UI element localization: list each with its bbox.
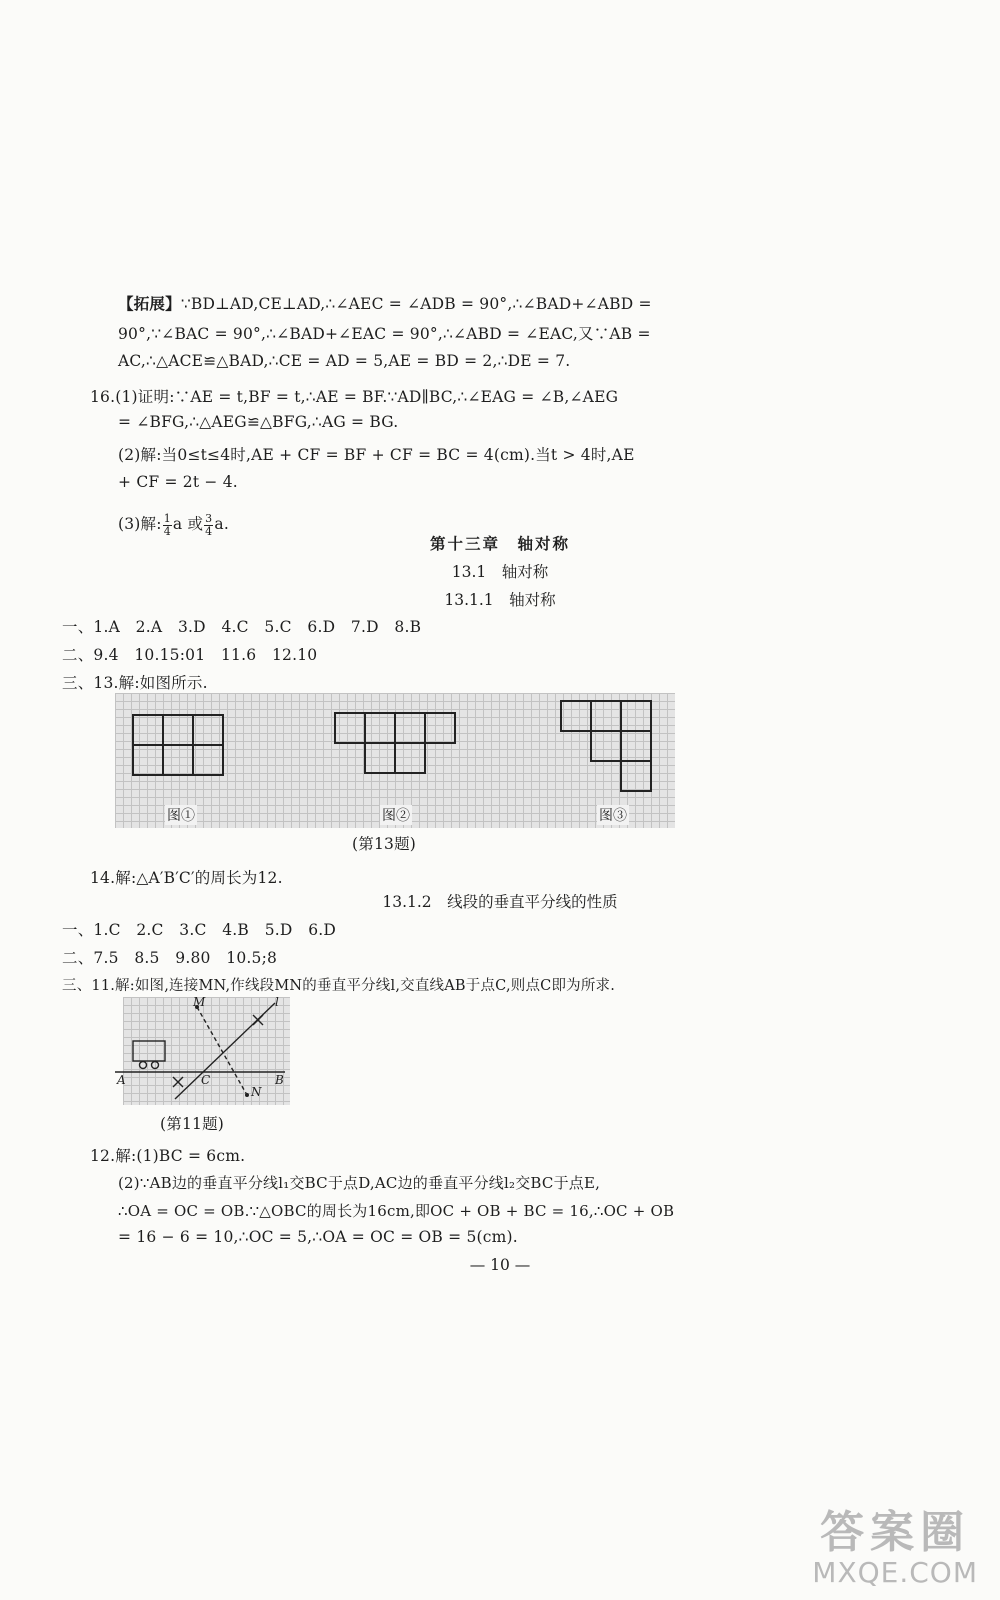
q12-line-4: = 16 − 6 = 10,∴OC = 5,∴OA = OC = OB = 5(cm). bbox=[118, 1228, 518, 1246]
q12-line-3: ∴OA = OC = OB.∵△OBC的周长为16cm,即OC + OB + BC = 16,∴OC + OB bbox=[118, 1202, 675, 1220]
watermark-en: MXQE.COM bbox=[812, 1556, 978, 1589]
watermark-logo bbox=[812, 1508, 978, 1588]
section-13-1-1-title: 13.1.1 轴对称 bbox=[444, 591, 556, 609]
extension-label: 【拓展】 bbox=[118, 294, 181, 313]
figure-11-caption: (第11题) bbox=[160, 1115, 225, 1133]
fill-answers-13-1-2: 二、7.5 8.5 9.80 10.5;8 bbox=[62, 949, 278, 967]
q13-answer: 三、13.解:如图所示. bbox=[62, 674, 208, 692]
q11-answer: 三、11.解:如图,连接MN,作线段MN的垂直平分线l,交直线AB于点C,则点C即为所求. bbox=[62, 978, 616, 994]
extension-line-1 bbox=[118, 292, 652, 314]
q16-line-2: = ∠BFG,∴△AEG≌△BFG,∴AG = BG. bbox=[118, 413, 399, 431]
extension-text-1: ∵BD⊥AD,CE⊥AD,∴∠AEC = ∠ADB = 90°,∴∠BAD+∠ABD = bbox=[180, 295, 652, 313]
label-M: M bbox=[193, 995, 206, 1009]
extension-line-2: 90°,∵∠BAC = 90°,∴∠BAD+∠EAC = 90°,∴∠ABD = ∠EAC,又∵AB = bbox=[118, 325, 651, 343]
q16-part3-mid: a 或 bbox=[172, 515, 204, 533]
figure-13-caption: (第13题) bbox=[352, 835, 417, 853]
fig1-label: 图① bbox=[165, 805, 197, 825]
q12-line-2: (2)∵AB边的垂直平分线l₁交BC于点D,AC边的垂直平分线l₂交BC于点E, bbox=[118, 1174, 601, 1192]
figure-13 bbox=[115, 693, 675, 828]
wheel bbox=[152, 1062, 159, 1069]
fig3-shape bbox=[561, 701, 651, 731]
q16-line-1: 16.(1)证明:∵AE = t,BF = t,∴AE = BF.∵AD∥BC,∴∠EAG = ∠B,∠AEG bbox=[90, 388, 619, 406]
wheel bbox=[140, 1062, 147, 1069]
watermark-cn: 答案圈 bbox=[820, 1507, 971, 1558]
page-number: — 10 — bbox=[469, 1256, 531, 1274]
q16-part3-end: a. bbox=[214, 515, 229, 533]
figure-11 bbox=[115, 997, 290, 1105]
fig3-label: 图③ bbox=[597, 805, 629, 825]
fraction-three-quarters: $\frac{3}{4}$ bbox=[205, 511, 213, 538]
fraction-one-quarter: $\frac{1}{4}$ bbox=[163, 511, 171, 538]
label-C: C bbox=[201, 1073, 211, 1087]
mc-answers-13-1-2: 一、1.C 2.C 3.C 4.B 5.D 6.D bbox=[62, 921, 337, 939]
extension-line-3: AC,∴△ACE≌△BAD,∴CE = AD = 5,AE = BD = 2,∴DE = 7. bbox=[118, 352, 571, 370]
mc-answers-13-1-1: 一、1.A 2.A 3.D 4.C 5.C 6.D 7.D 8.B bbox=[62, 618, 422, 636]
q14-answer: 14.解:△A′B′C′的周长为12. bbox=[90, 869, 283, 887]
q16-line-4: + CF = 2t − 4. bbox=[118, 473, 238, 491]
label-N: N bbox=[251, 1085, 262, 1099]
figure-11-construction bbox=[115, 997, 290, 1105]
label-A: A bbox=[117, 1073, 126, 1087]
fig2-label: 图② bbox=[380, 805, 412, 825]
chapter-title: 第十三章 轴对称 bbox=[429, 534, 570, 553]
label-B: B bbox=[275, 1073, 285, 1087]
q16-part3-prefix: (3)解: bbox=[118, 515, 162, 533]
q12-line-1: 12.解:(1)BC = 6cm. bbox=[90, 1147, 246, 1165]
q16-line-3: (2)解:当0≤t≤4时,AE + CF = BF + CF = BC = 4(cm).当t > 4时,AE bbox=[118, 446, 635, 464]
section-13-1-2-title: 13.1.2 线段的垂直平分线的性质 bbox=[382, 893, 618, 911]
fill-answers-13-1-1: 二、9.4 10.15:01 11.6 12.10 bbox=[62, 646, 318, 664]
label-l: l bbox=[275, 995, 280, 1009]
section-13-1-title: 13.1 轴对称 bbox=[451, 563, 549, 581]
truck-body bbox=[133, 1041, 165, 1061]
